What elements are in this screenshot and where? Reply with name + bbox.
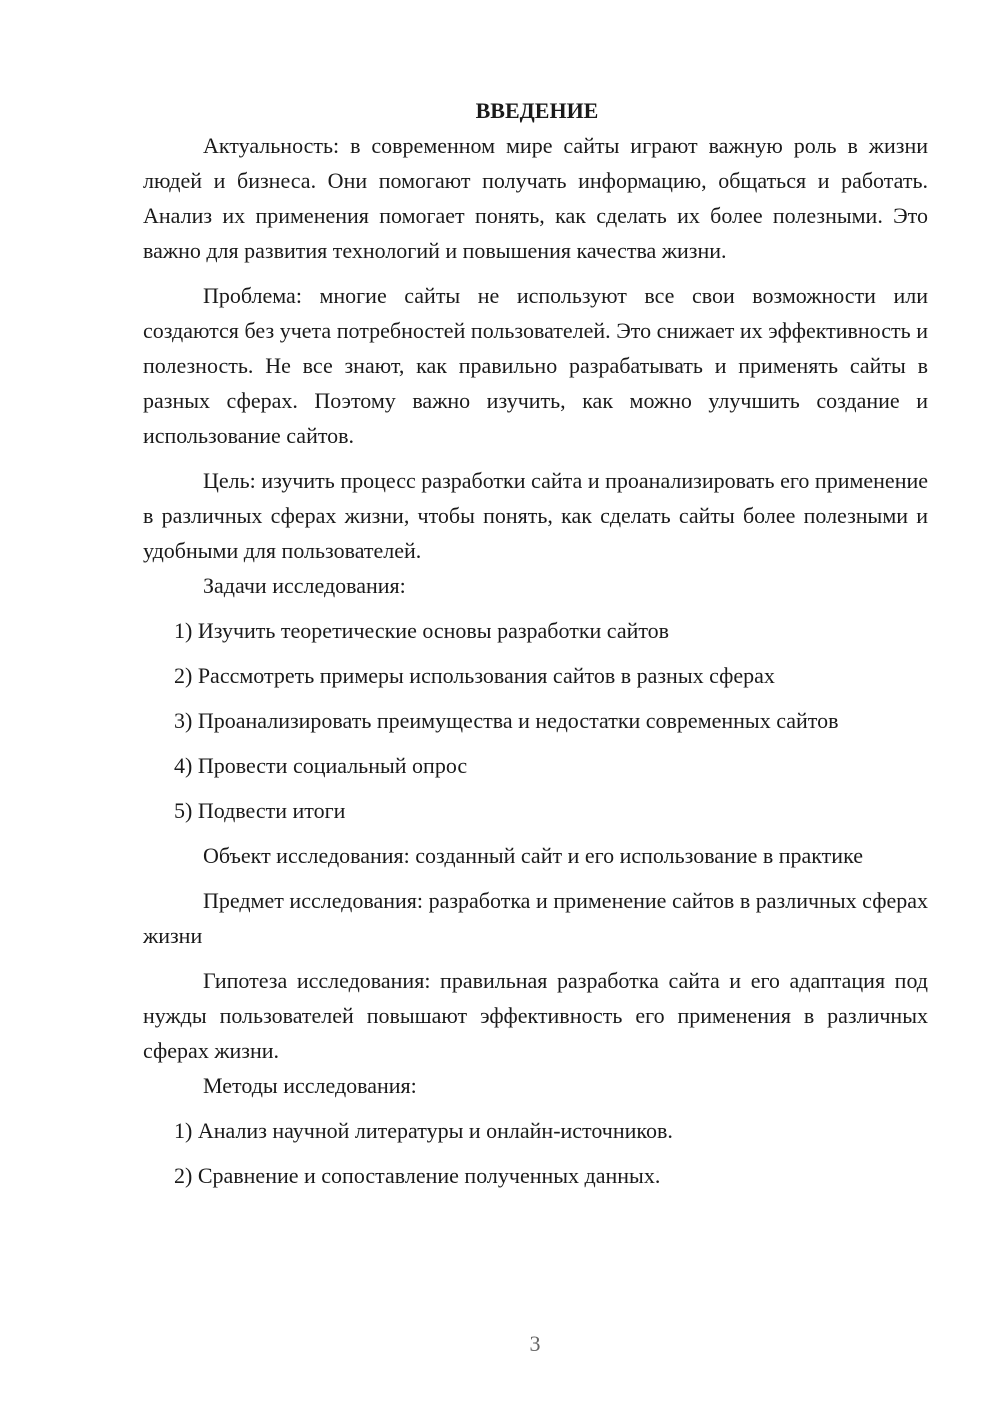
task-item: 5) Подвести итоги — [174, 798, 346, 823]
method-item: 2) Сравнение и сопоставление полученных данных. — [174, 1163, 661, 1188]
goal-paragraph: Цель: изучить процесс разработки сайта и проанализировать его применение в различных сферах жизни, чтобы понять, как сделать сайты более полезными и удобными для пользователей. — [143, 468, 928, 563]
tasks-heading: Задачи исследования: — [203, 573, 406, 598]
hypothesis-paragraph: Гипотеза исследования: правильная разработка сайта и его адаптация под нужды пользователей повышают эффективность его применения в различных сферах жизни. — [143, 968, 928, 1063]
object-paragraph: Объект исследования: созданный сайт и его использование в практике — [203, 843, 863, 868]
task-item: 1) Изучить теоретические основы разработки сайтов — [174, 618, 670, 643]
methods-heading: Методы исследования: — [203, 1073, 417, 1098]
page-title: ВВЕДЕНИЕ — [475, 98, 599, 123]
task-item: 2) Рассмотреть примеры использования сайтов в разных сферах — [174, 663, 775, 688]
page-number: 3 — [529, 1331, 541, 1356]
relevance-paragraph: Актуальность: в современном мире сайты играют важную роль в жизни людей и бизнеса. Они помогают получать информацию, общаться и работать. Анализ их применения помогает понять, как сделать их более полезными. Это важно для развития технологий и повышения качества жизни. — [143, 133, 928, 263]
document-page — [143, 93, 928, 1193]
method-item: 1) Анализ научной литературы и онлайн-источников. — [174, 1118, 673, 1143]
subject-paragraph: Предмет исследования: разработка и применение сайтов в различных сферах жизни — [143, 888, 928, 948]
problem-paragraph: Проблема: многие сайты не используют все свои возможности или создаются без учета потребностей пользователей. Это снижает их эффективность и полезность. Не все знают, как правильно разрабатывать и применять сайты в разных сферах. Поэтому важно изучить, как можно улучшить создание и использование сайтов. — [143, 283, 928, 448]
task-item: 3) Проанализировать преимущества и недостатки современных сайтов — [174, 708, 839, 733]
task-item: 4) Провести социальный опрос — [174, 753, 468, 778]
